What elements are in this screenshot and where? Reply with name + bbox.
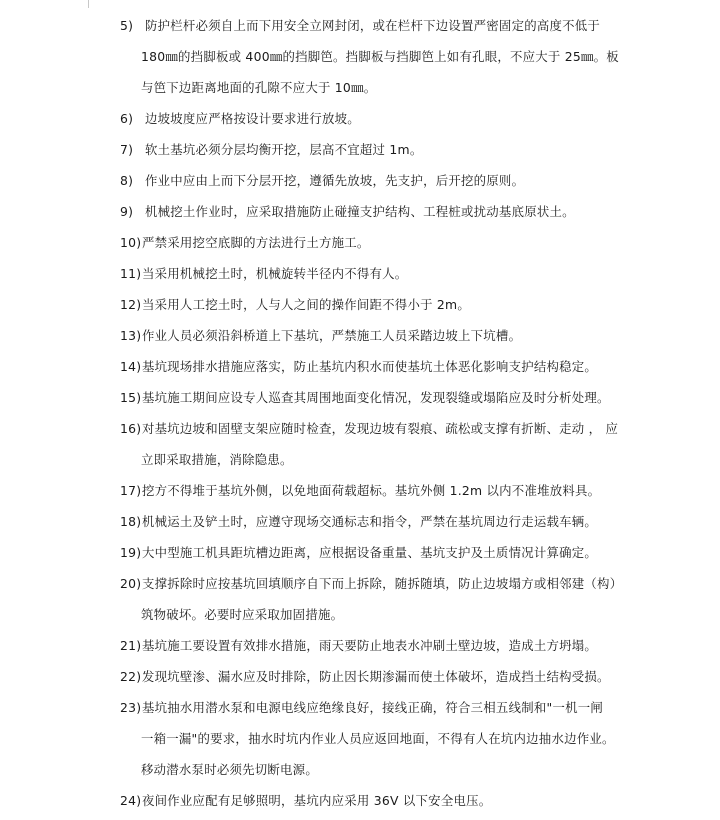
list-item-line [120, 41, 640, 72]
list-item-text: 180㎜的挡脚板或 400㎜的挡脚笆。挡脚板与挡脚笆上如有孔眼，不应大于 25㎜。板 [141, 49, 619, 64]
list-item-text: 机械挖土作业时，应采取措施防止碰撞支护结构、工程桩或扰动基底原状土。 [145, 204, 575, 219]
list-item-text: 支撑拆除时应按基坑回填顺序自下而上拆除，随拆随填，防止边坡塌方或相邻建（构） [142, 576, 623, 591]
list-item-line [120, 134, 640, 165]
list-item [120, 506, 640, 537]
list-item-text: 软土基坑必须分层均衡开挖，层高不宜超过 1m。 [145, 142, 423, 157]
list-item-line [120, 351, 640, 382]
list-item-text: 筑物破坏。必要时应采取加固措施。 [141, 607, 344, 622]
list-item-text: 对基坑边坡和固壁支架应随时检查，发现边坡有裂痕、疏松或支撑有折断、走动 ， 应 [142, 421, 619, 436]
list-item [120, 630, 640, 661]
list-item-line [120, 196, 640, 227]
list-item-line [120, 723, 640, 754]
list-item [120, 537, 640, 568]
list-item-text: 严禁采用挖空底脚的方法进行土方施工。 [142, 235, 370, 250]
list-item-number: 23) [120, 700, 142, 715]
list-item [120, 568, 640, 630]
list-item-line [120, 227, 640, 258]
list-item [120, 692, 640, 785]
list-item-line [120, 785, 640, 816]
list-item-line [120, 320, 640, 351]
list-item-number: 21) [120, 638, 142, 653]
list-item-text: 基坑施工期间应设专人巡查其周围地面变化情况，发现裂缝或塌陷应及时分析处理。 [142, 390, 610, 405]
list-item-number: 9) [120, 204, 134, 219]
list-item [120, 258, 640, 289]
list-item [120, 227, 640, 258]
list-item-text: 当采用机械挖土时，机械旋转半径内不得有人。 [142, 266, 408, 281]
list-item-line [120, 103, 640, 134]
list-item-line [120, 475, 640, 506]
list-item-text: 防护栏杆必须自上而下用安全立网封闭，或在栏杆下边设置严密固定的高度不低于 [145, 18, 601, 33]
list-item [120, 382, 640, 413]
list-item-line [120, 568, 640, 599]
list-item [120, 103, 640, 134]
list-item-number: 15) [120, 390, 142, 405]
list-item-line [120, 165, 640, 196]
list-item-text: 基坑现场排水措施应落实，防止基坑内积水而使基坑土体恶化影响支护结构稳定。 [142, 359, 598, 374]
list-item [120, 134, 640, 165]
list-item-line [120, 72, 640, 103]
list-item-text: 一箱一漏"的要求，抽水时坑内作业人员应返回地面，不得有人在坑内边抽水边作业。 [141, 731, 615, 746]
list-item-number: 10) [120, 235, 142, 250]
list-item-number: 7) [120, 142, 134, 157]
list-item-line [120, 599, 640, 630]
list-item-number: 17) [120, 483, 142, 498]
list-item-text: 发现坑壁渗、漏水应及时排除，防止因长期渗漏而使土体破坏，造成挡土结构受损。 [142, 669, 610, 684]
list-item-number: 5) [120, 18, 134, 33]
list-item-text: 作业中应由上而下分层开挖，遵循先放坡，先支护，后开挖的原则。 [145, 173, 525, 188]
list-item-line [120, 382, 640, 413]
list-item-line [120, 661, 640, 692]
list-item-number: 12) [120, 297, 142, 312]
list-item [120, 475, 640, 506]
list-item [120, 351, 640, 382]
page-edge-marker [88, 0, 89, 8]
list-item-line [120, 10, 640, 41]
list-item-text: 大中型施工机具距坑槽边距离，应根据设备重量、基坑支护及土质情况计算确定。 [142, 545, 598, 560]
list-item-text: 挖方不得堆于基坑外侧，以免地面荷载超标。基坑外侧 1.2m 以内不准堆放料具。 [142, 483, 601, 498]
list-item [120, 289, 640, 320]
list-item-number: 6) [120, 111, 134, 126]
list-item-text: 夜间作业应配有足够照明，基坑内应采用 36V 以下安全电压。 [142, 793, 492, 808]
list-item-number: 19) [120, 545, 142, 560]
list-item-number: 24) [120, 793, 142, 808]
list-item-number: 14) [120, 359, 142, 374]
list-item [120, 196, 640, 227]
list-item-number: 22) [120, 669, 142, 684]
list-item-text: 立即采取措施，消除隐患。 [141, 452, 293, 467]
list-item-line [120, 630, 640, 661]
list-item-line [120, 289, 640, 320]
list-item-text: 基坑施工要设置有效排水措施，雨天要防止地表水冲刷土壁边坡，造成土方坍塌。 [142, 638, 598, 653]
list-item [120, 165, 640, 196]
list-item [120, 661, 640, 692]
list-item-line [120, 692, 640, 723]
list-item-number: 13) [120, 328, 142, 343]
list-item-line [120, 444, 640, 475]
list-item-line [120, 537, 640, 568]
document-body [120, 10, 640, 816]
list-item-line [120, 754, 640, 785]
list-item-text: 基坑抽水用潜水泵和电源电线应绝缘良好，接线正确，符合三相五线制和"一机一闸 [142, 700, 604, 715]
list-item-text: 与笆下边距离地面的孔隙不应大于 10㎜。 [141, 80, 377, 95]
list-item [120, 413, 640, 475]
list-item-text: 当采用人工挖土时，人与人之间的操作间距不得小于 2m。 [142, 297, 471, 312]
list-item-text: 移动潜水泵时必须先切断电源。 [141, 762, 318, 777]
list-item-text: 作业人员必须沿斜桥道上下基坑，严禁施工人员采踏边坡上下坑槽。 [142, 328, 522, 343]
list-item-text: 机械运土及铲土时，应遵守现场交通标志和指令，严禁在基坑周边行走运载车辆。 [142, 514, 598, 529]
list-item-number: 16) [120, 421, 142, 436]
list-item-number: 11) [120, 266, 142, 281]
list-item-text: 边坡坡度应严格按设计要求进行放坡。 [145, 111, 360, 126]
list-item-number: 20) [120, 576, 142, 591]
list-item [120, 320, 640, 351]
list-item-line [120, 413, 640, 444]
list-item [120, 785, 640, 816]
list-item [120, 10, 640, 103]
list-item-line [120, 506, 640, 537]
list-item-line [120, 258, 640, 289]
list-item-number: 18) [120, 514, 142, 529]
list-item-number: 8) [120, 173, 134, 188]
